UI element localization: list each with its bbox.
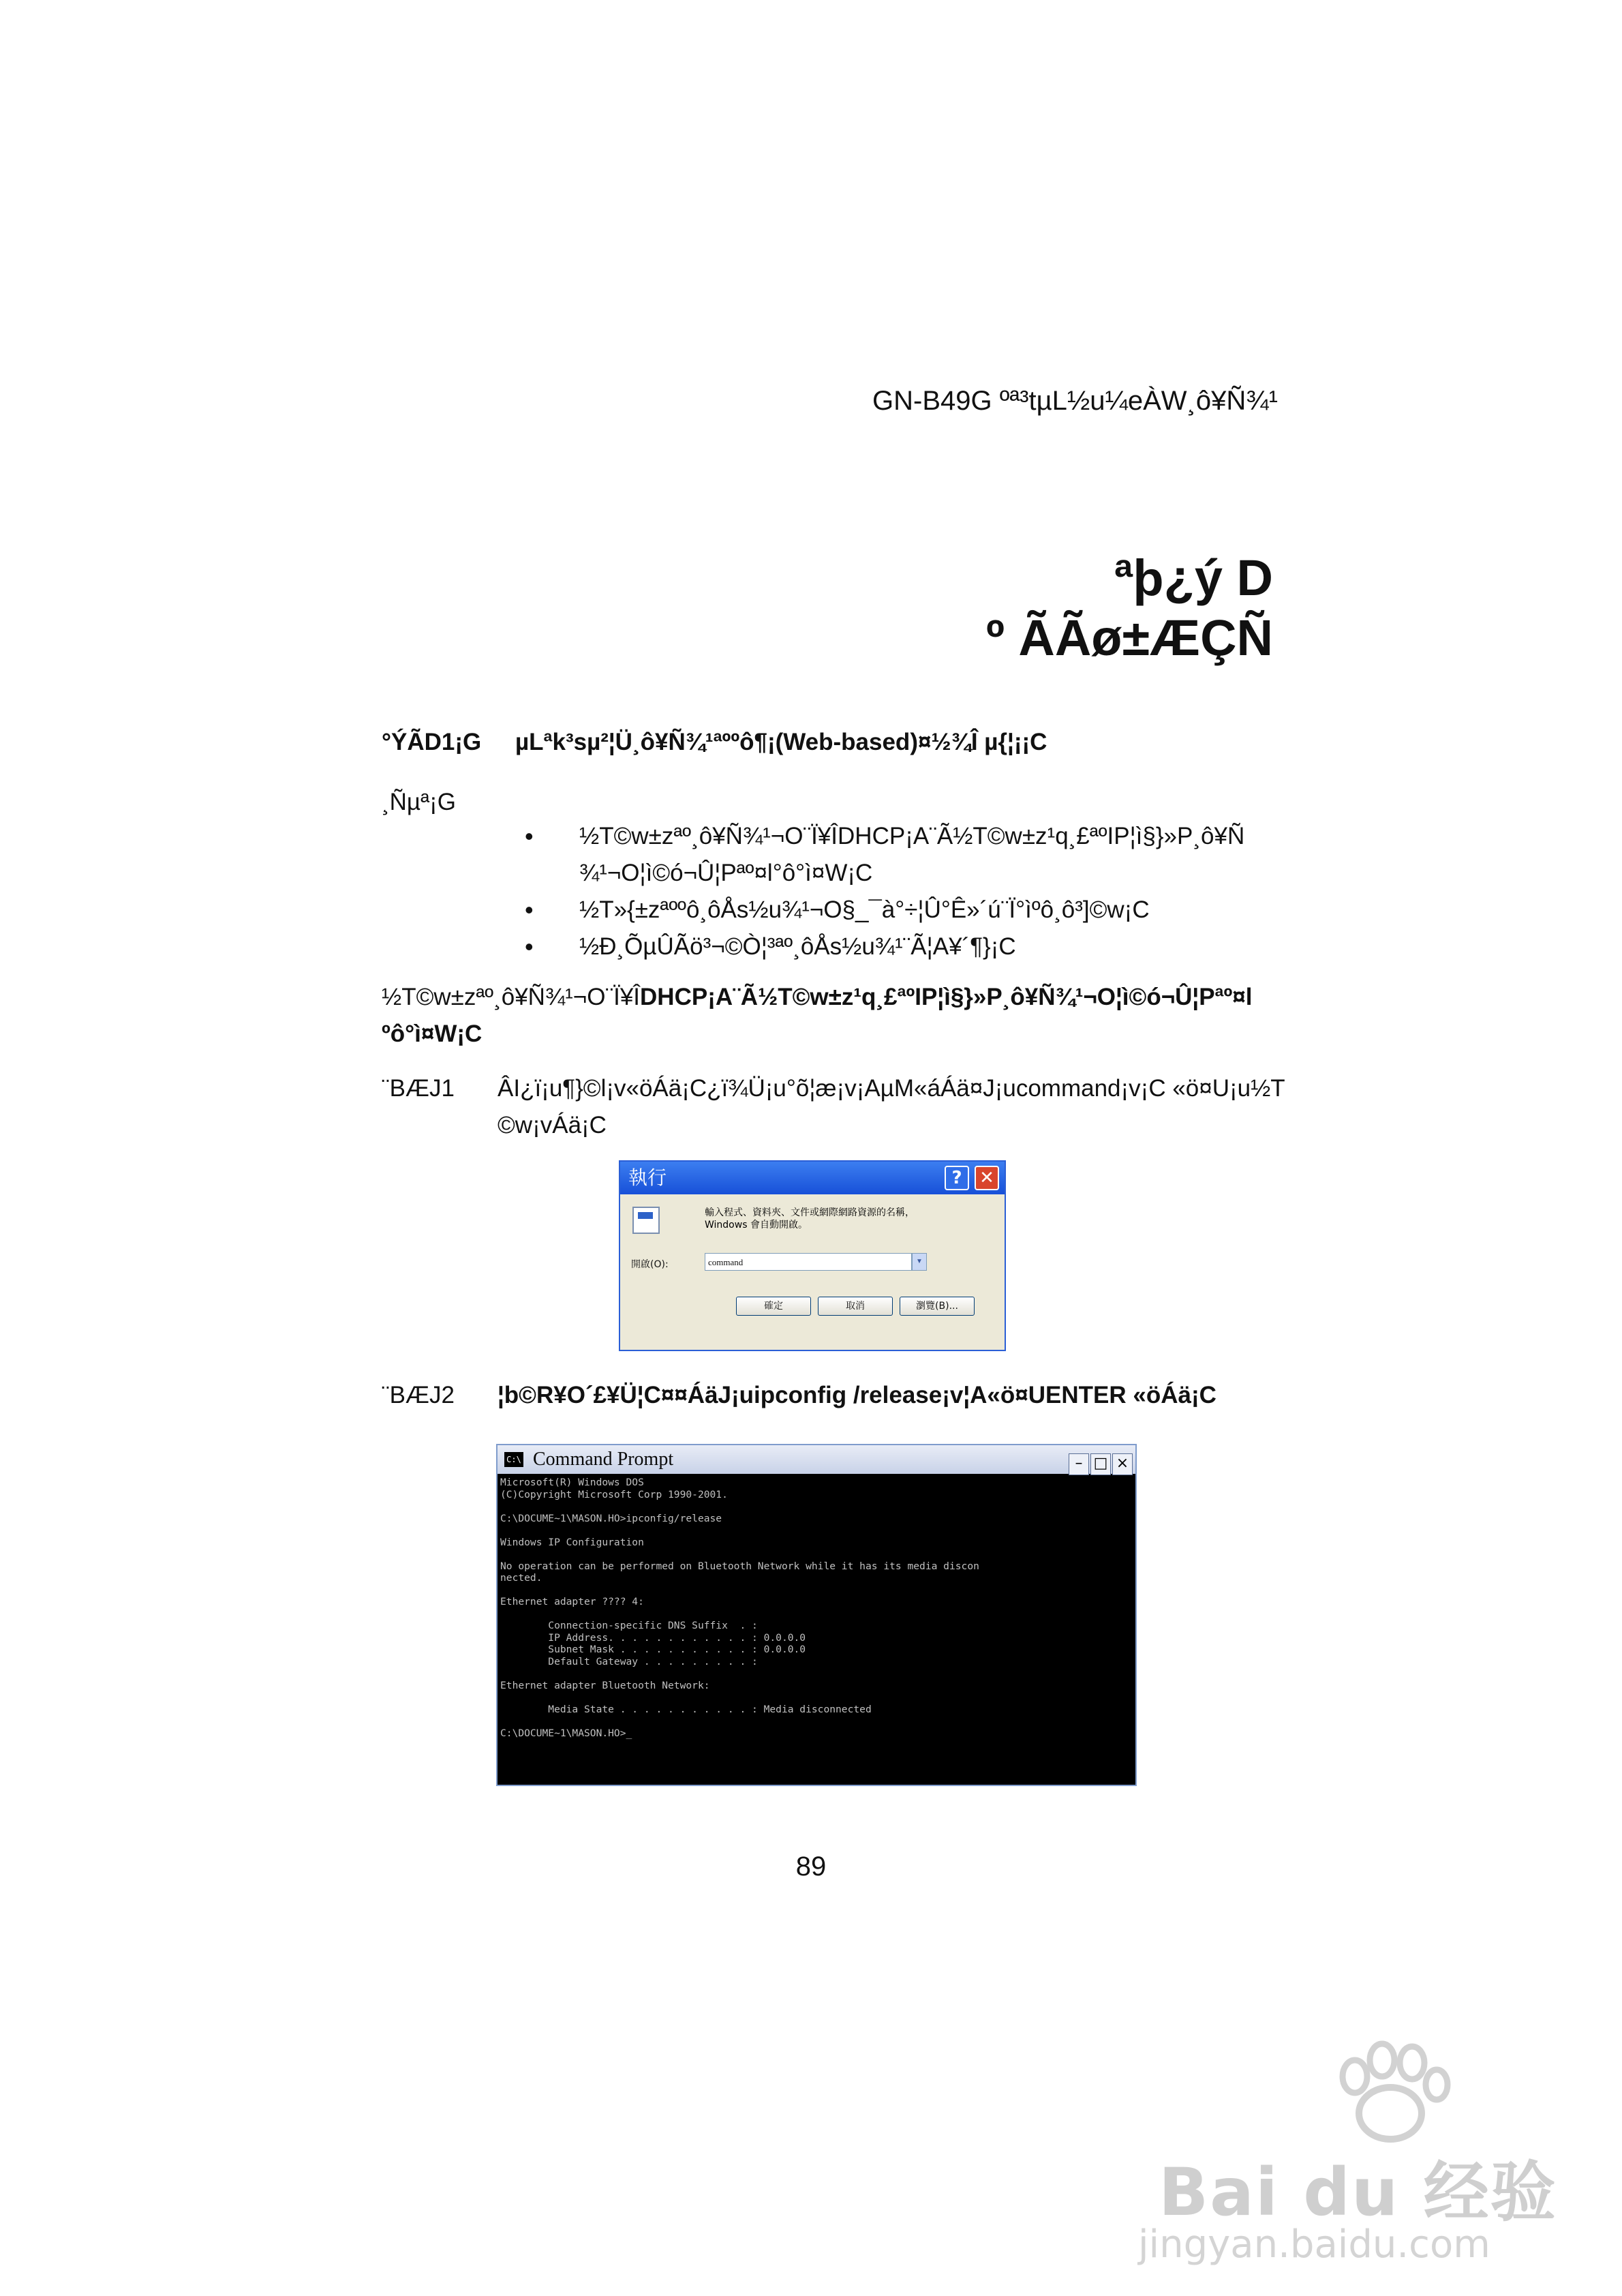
dhcp-note-normal: ½T©w±zªº¸ô¥Ñ¾¹¬O¨Ï¥Î	[382, 984, 641, 1010]
step1-text-line2: ©w¡vÁä¡C	[498, 1112, 607, 1138]
console-line: Media State . . . . . . . . . . . : Media disconnected	[500, 1703, 872, 1715]
command-prompt-titlebar	[498, 1445, 1135, 1474]
console-line: Microsoft(R) Windows DOS	[500, 1477, 644, 1488]
command-prompt-title: Command Prompt	[533, 1449, 674, 1470]
console-line: IP Address. . . . . . . . . . . . : 0.0.0.0	[500, 1631, 806, 1644]
command-output[interactable]	[500, 1477, 1133, 1782]
console-line: C:\DOCUME~1\MASON.HO>ipconfig/release	[500, 1512, 722, 1524]
page-header: GN-B49G ºª³tµL½u¼eÀW¸ô¥Ñ¾¹	[872, 386, 1278, 416]
watermark-brand: Bai du 经验	[1159, 2154, 1557, 2231]
chapter-title-line2: º ÃÃø±ÆÇÑ	[985, 609, 1273, 666]
step2-text: ¦b©R¥O´£¥Ü¦C¤¤ÁäJ¡uipconfig /release¡v¦A«ö¤UENTER «öÁä¡C	[498, 1382, 1216, 1408]
list-item	[525, 928, 1274, 965]
bullet-icon: •	[525, 896, 534, 924]
console-line: Default Gateway . . . . . . . . . :	[500, 1655, 758, 1667]
console-icon: C:\	[504, 1452, 523, 1467]
console-line	[500, 1667, 1133, 1680]
bullet-icon: •	[525, 822, 534, 850]
problem-text: µLªk³sµ²¦Ü¸ô¥Ñ¾¹ªººô¶¡(Web-based)¤½¾Î µ{¦¡¡C	[515, 729, 1047, 755]
console-line	[500, 1500, 1133, 1513]
dhcp-note-bold: DHCP¡A¨Ã½T©w±z¹q¸£ªºIP¦ì§}»P¸ô¥Ñ¾¹¬O¦ì©ó¬Û¦Pªº¤l	[640, 984, 1253, 1010]
console-line: nected.	[500, 1572, 542, 1584]
console-line	[500, 1584, 1133, 1597]
console-line: Ethernet adapter ???? 4:	[500, 1596, 644, 1607]
cancel-button[interactable]: 取消	[818, 1297, 893, 1316]
step1-text-line1: ÂI¿ï¡u¶}©l¡v«öÁä¡C¿ï¾Ü¡u°õ¦æ¡v¡AµM«áÁä¤J¡ucommand¡v¡C «ö¤U¡u½T	[498, 1075, 1285, 1102]
console-line: (C)Copyright Microsoft Corp 1990-2001.	[500, 1488, 728, 1500]
run-dialog-titlebar	[620, 1162, 1005, 1194]
console-line: Connection-specific DNS Suffix . :	[500, 1620, 758, 1631]
browse-button[interactable]: 瀏覽(B)...	[900, 1297, 975, 1316]
dhcp-note-line1	[382, 979, 1252, 1016]
list-item	[525, 818, 1274, 892]
page-number: 89	[795, 1852, 827, 1882]
step1-label: ¨BÆJ1	[382, 1075, 455, 1102]
console-line: Windows IP Configuration	[500, 1536, 644, 1548]
run-dialog-description: 輸入程式、資料夾、文件或網際網路資源的名稱， Windows 會自動開啟。	[705, 1207, 915, 1230]
list-item	[525, 892, 1274, 928]
bullet-text: ½Ð¸ÕµÛÃö³¬©Ò¦³ªº¸ôÅs½u¾¹¨Ã¦A¥´¶}¡C	[579, 933, 1016, 960]
console-line	[500, 1608, 1133, 1620]
run-dialog-title: 執行	[628, 1166, 667, 1189]
console-line: Ethernet adapter Bluetooth Network:	[500, 1679, 710, 1691]
console-line: Subnet Mask . . . . . . . . . . . : 0.0.0.0	[500, 1644, 806, 1655]
bullet-text: ½T©w±zªº¸ô¥Ñ¾¹¬O¨Ï¥ÎDHCP¡A¨Ã½T©w±z¹q¸£ªºIP¦ì§}»P¸ô¥Ñ ¾¹¬O¦ì©ó¬Û¦Pªº¤l°ô°ì¤W¡C	[579, 823, 1245, 886]
console-line: No operation can be performed on Bluetooth Network while it has its media discon	[500, 1560, 979, 1572]
window-controls	[1067, 1448, 1133, 1477]
close-button[interactable]: ×	[1112, 1453, 1133, 1475]
console-line	[500, 1548, 1133, 1560]
run-dialog	[619, 1160, 1006, 1351]
problem-row	[382, 724, 1047, 761]
command-prompt-window	[496, 1444, 1137, 1786]
console-line	[500, 1524, 1133, 1537]
maximize-button[interactable]: □	[1090, 1453, 1111, 1475]
open-field-label: 開啟(O):	[631, 1259, 669, 1270]
minimize-button[interactable]: –	[1069, 1453, 1089, 1475]
console-line	[500, 1715, 1133, 1727]
watermark-url: jingyan.baidu.com	[1138, 2222, 1490, 2267]
baidu-watermark	[1118, 2038, 1608, 2267]
close-button[interactable]: ✕	[975, 1166, 999, 1190]
help-button[interactable]: ?	[945, 1166, 969, 1190]
problem-label: °ÝÃD1¡G	[382, 729, 482, 755]
console-line: C:\DOCUME~1\MASON.HO>_	[500, 1727, 632, 1739]
console-line	[500, 1691, 1133, 1704]
solution-bullet-list	[525, 818, 1274, 965]
open-input[interactable]: command	[705, 1253, 912, 1271]
paw-icon	[1322, 2038, 1458, 2147]
run-program-icon	[632, 1207, 660, 1234]
bullet-icon: •	[525, 933, 534, 961]
solution-label: ¸Ñµª¡G	[382, 789, 456, 815]
ok-button[interactable]: 確定	[736, 1297, 811, 1316]
chevron-down-icon[interactable]: ▼	[912, 1253, 927, 1271]
dhcp-note-line2: ºô°ì¤W¡C	[382, 1021, 483, 1047]
step2-label: ¨BÆJ2	[382, 1382, 455, 1408]
bullet-text: ½T»{±zªººô¸ôÅs½u¾¹¬O§_¯à°÷¦Û°Ê»´ú¨Ï°ìºô¸ô³]©w¡C	[579, 896, 1150, 923]
chapter-title-line1: ªþ¿ý D	[1114, 549, 1273, 606]
